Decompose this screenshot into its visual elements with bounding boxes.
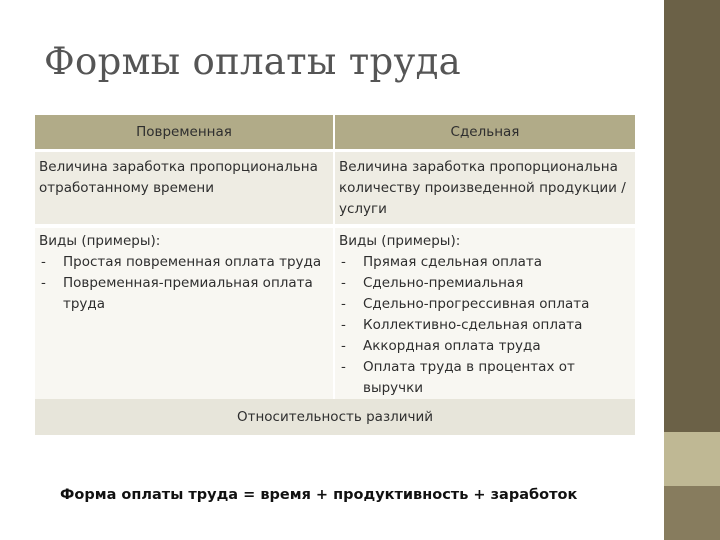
types-heading: Виды (примеры): <box>338 233 461 249</box>
list-item: - Сдельно-прогрессивная оплата <box>340 296 590 312</box>
summary-cell: Относительность различий <box>35 399 635 435</box>
comparison-table <box>35 115 635 435</box>
decorative-sidebar <box>664 0 720 540</box>
list-item: - Сдельно-премиальная <box>340 275 524 291</box>
types-list <box>339 252 631 399</box>
table-header-row <box>35 115 635 152</box>
table-row <box>35 228 635 399</box>
list-item: - Прямая сдельная оплата <box>340 254 542 270</box>
cell-piece-rate-types <box>335 228 635 399</box>
header-piece-rate: Сдельная <box>335 115 635 152</box>
header-time-based: Повременная <box>35 115 335 152</box>
cell-time-based-definition: Величина заработка пропорциональна отработанному времени <box>35 152 335 228</box>
types-list <box>39 252 329 315</box>
cell-piece-rate-definition: Величина заработка пропорциональна количеству произведенной продукции / услуги <box>335 152 635 228</box>
table-row <box>35 399 635 435</box>
types-heading: Виды (примеры): <box>39 233 161 249</box>
formula-text: Форма оплаты труда = время + продуктивность + заработок <box>60 487 578 503</box>
sidebar-accent-block <box>664 432 720 486</box>
cell-time-based-types <box>35 228 335 399</box>
sidebar-dark-block <box>664 486 720 540</box>
slide-title: Формы оплаты труда <box>44 40 462 83</box>
list-item: - Аккордная оплата труда <box>340 338 541 354</box>
list-item: - Простая повременная оплата труда <box>41 254 322 270</box>
list-item: - Повременная-премиальная оплата труда <box>41 275 313 312</box>
list-item: - Коллективно-сдельная оплата <box>340 317 583 333</box>
table-row <box>35 152 635 228</box>
list-item: - Оплата труда в процентах от выручки <box>340 359 575 396</box>
